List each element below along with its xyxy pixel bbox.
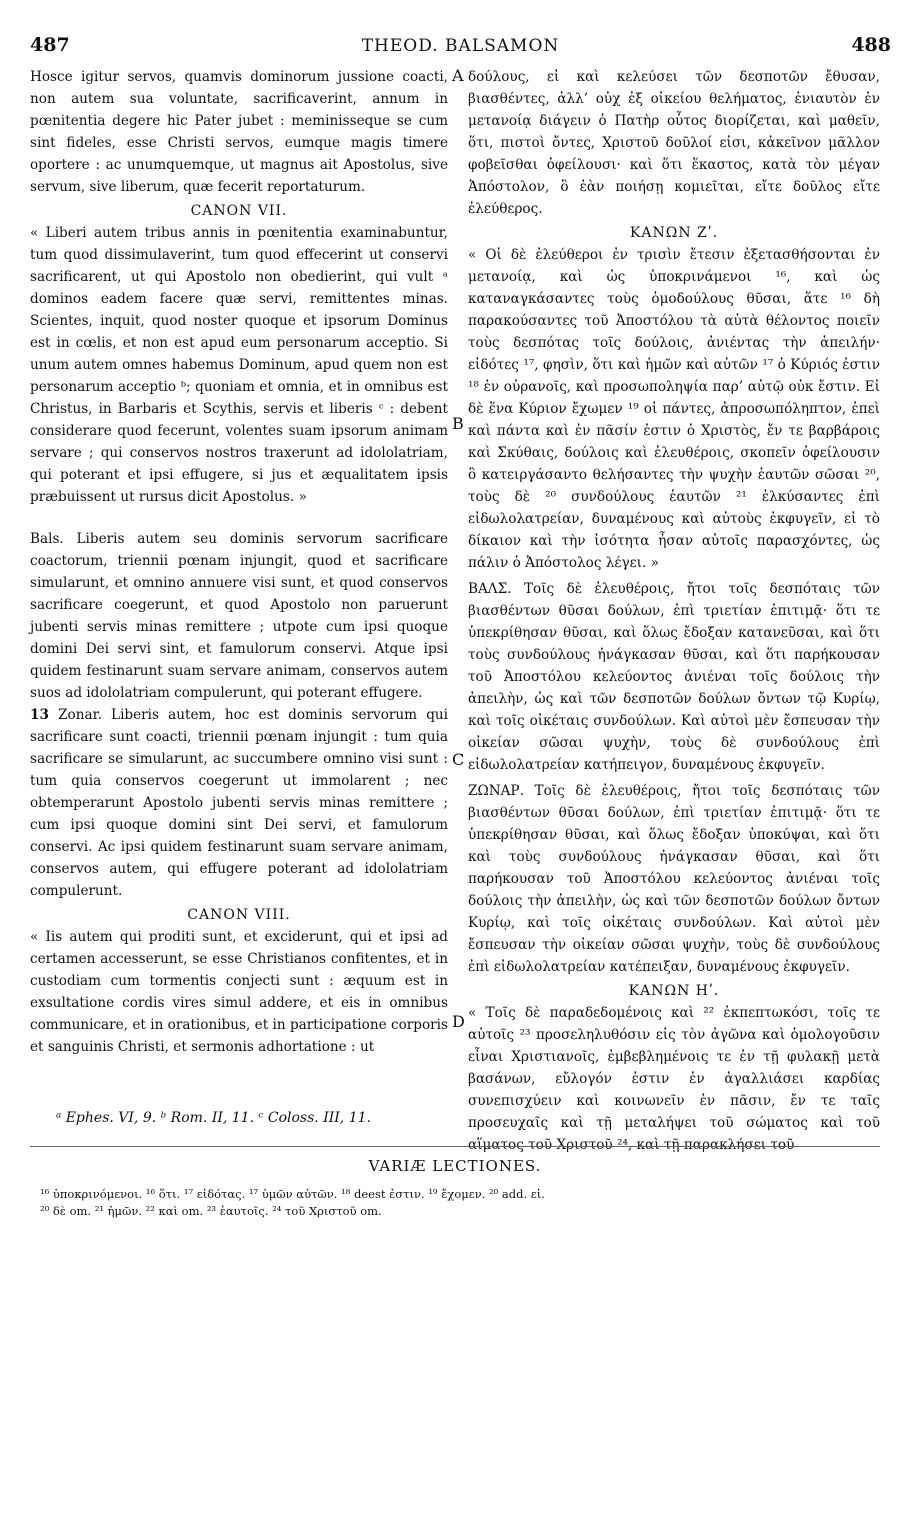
- latin-intro: Hosce igitur servos, quamvis dominorum jussione coacti, non autem sua voluntate, sacrificaverint, annum in pœnitentia degere hic Pater jubet : meminisseque se cum sint fideles, esse Christi servos, eumque magis timere oportere : ac unumquemque, ut magnus ait Apostolus, sive servum, sive liberum, quæ fecerit reportaturum.: [30, 69, 448, 195]
- variae-lines: [40, 1186, 880, 1220]
- greek-canon8-heading: ΚΑΝΩΝ Ηʹ.: [628, 983, 720, 999]
- greek-canon8-text: « Τοῖς δὲ παραδεδομένοις καὶ ²² ἐκπεπτωκόσι, τοῖς τε αὐτοῖς ²³ προσεληλυθόσιν εἰς τὸν ἀγῶνα καὶ ὁμολογοῦσιν εἶναι Χριστιανοῖς, ἐμβεβλημένοις τε ἐν τῇ φυλακῇ μετὰ βασάνων, εὔλογόν ἐστιν ἐν ἀγαλλιάσει καρδίας συνεπισχύειν καὶ κοινωνεῖν ἐν πᾶσιν, ἔν τε ταῖς προσευχαῖς καὶ τῇ μεταλήψει τοῦ σώματος καὶ τοῦ αἵματος τοῦ Χριστοῦ ²⁴, καὶ τῇ παρακλήσει τοῦ: [468, 1005, 880, 1153]
- greek-canon7-text: « Οἱ δὲ ἐλεύθεροι ἐν τρισὶν ἔτεσιν ἐξετασθήσονται ἐν μετανοίᾳ, καὶ ὡς ὑποκρινάμενοι ¹⁶, καὶ ὡς καταναγκάσαντες τοὺς ὁμοδούλους θῦσαι, ἅτε ¹⁶ δὴ παρακούσαντες τοῦ Ἀποστόλου τὰ αὐτὰ θέλοντος ποιεῖν τοὺς δεσπότας τοῖς δούλοις, ἀνιέντας τὴν ἀπειλήν· εἰδότες ¹⁷, φησὶν, ὅτι καὶ ἡμῶν καὶ αὐτῶν ¹⁷ ὁ Κύριός ἐστιν ¹⁸ ἐν οὐρανοῖς, καὶ προσωποληψία παρ’ αὐτῷ οὐκ ἔστιν. Εἰ δὲ ἕνα Κύριον ἔχωμεν ¹⁹ οἱ πάντες, ἀπροσωπόληπτον, ἐπεὶ καὶ πάντα καὶ ἐν πᾶσίν ἐστιν ὁ Χριστὸς, ἔν τε βαρβάροις καὶ Σκύθαις, δούλοις καὶ ἐλευθέροις, σκοπεῖν ὀφείλουσιν ὃ κατειργάσαντο θελήσαντες τὴν ψυχὴν ἑαυτῶν σῶσαι ²⁰, τοὺς δὲ ²⁰ συνδούλους ἑαυτῶν ²¹ ἑλκύσαντες ἐπὶ εἰδωλολατρείαν, δυναμένους καὶ αὐτοὺς ἐκφυγεῖν, εἰ τὸ δίκαιον καὶ τὴν ἰσότητα ἦσαν αὐτοῖς παρασχόντες, ὡς πάλιν ὁ Ἀπόστολος λέγει. »: [468, 247, 880, 571]
- latin-column: [30, 66, 448, 1058]
- margin-letter-b: B: [452, 414, 464, 433]
- right-page-number: 488: [851, 34, 891, 56]
- greek-canon7-heading: ΚΑΝΩΝ Ζʹ.: [629, 225, 719, 241]
- margin-letter-d: D: [452, 1012, 465, 1031]
- section-number: 13: [30, 707, 49, 723]
- variae-lectiones: [30, 1146, 880, 1175]
- variae-title: VARIÆ LECTIONES.: [30, 1146, 880, 1175]
- variae-line-1: ¹⁶ ὑποκρινόμενοι. ¹⁶ ὅτι. ¹⁷ εἰδότας. ¹⁷ ὑμῶν αὐτῶν. ¹⁸ deest ἐστιν. ¹⁹ ἔχομεν. ²⁰ add. εἰ.: [40, 1187, 545, 1201]
- greek-zonaras-comment: ΖΩΝΑΡ. Τοῖς δὲ ἐλευθέροις, ἤτοι τοῖς δεσπόταις τῶν βιασθέντων θῦσαι δούλων, ἐπὶ τριετίαν ἐπιτιμᾷ· ὅτι τε ὑπεκρίθησαν θῦσαι, καὶ ὅλως ἔδοξαν ὑποκύψαι, καὶ ὅτι καὶ τοὺς συνδούλους ἠνάγκασαν θῦσαι, καὶ ὅτι παρήκουσαν τοῦ Ἀποστόλου κελεύοντος ἀνιέναι τοῖς δούλοις τὴν ἀπειλὴν, ὡς καὶ τῶν δεσποτῶν δούλων ὄντων Κυρίῳ, καὶ τοῖς οἰκέταις συνδούλων. Καὶ αὐτοὶ μὲν ἔσπευσαν τὴν οἰκείαν σῶσαι ψυχὴν, τοὺς δὲ συνδούλους ἐπὶ εἰδωλολατρείαν κατέπειξαν, δυναμένους ἐκφυγεῖν.: [468, 783, 880, 975]
- latin-zonaras-comment: [30, 704, 448, 902]
- running-head: [30, 34, 891, 60]
- greek-balsamon-comment: ΒΑΛΣ. Τοῖς δὲ ἐλευθέροις, ἤτοι τοῖς δεσπόταις τῶν βιασθέντων θῦσαι δούλων, ἐπὶ τριετίαν ἐπιτιμᾷ· ὅτι τε ὑπεκρίθησαν θῦσαι, καὶ ὅλως ἔδοξαν κατανεῦσαι, καὶ ὅτι τοὺς συνδούλους ἠνάγκασαν θῦσαι, καὶ ὅτι παρήκουσαν τοῦ Ἀποστόλου κελεύοντος ἀνιέναι τοῖς δούλοις τὴν ἀπειλὴν, ὡς καὶ τῶν δεσποτῶν δούλων ὄντων τῷ Κυρίῳ, καὶ τοῖς οἰκέταις συνδούλων. Καὶ αὐτοὶ μὲν ἔσπευσαν τὴν οἰκείαν σῶσαι ψυχὴν, τοὺς δὲ συνδούλους ἐπὶ εἰδωλολατρείαν κατήπειγον, δυναμένους ἐκφυγεῖν.: [468, 581, 880, 773]
- running-title: THEOD. BALSAMON: [361, 36, 560, 56]
- latin-balsamon-comment: Bals. Liberis autem seu dominis servorum sacrificare coactorum, triennii pœnam injungit, quod et sacrificare simularunt, et omnino annuere visi sunt, et quod conservos sacrificare coegerunt, et quod Apostolo non paruerunt jubenti servis minas remittere ; utpote cum ipsi quoque domini Dei servi sint, et famulorum conservi. Atque ipsi quidem festinarunt suam servare animam, conservos autem suos ad idololatriam compulerunt, qui poterant effugere.: [30, 531, 448, 701]
- margin-letter-c: C: [452, 750, 465, 769]
- left-page-number: 487: [30, 34, 70, 56]
- greek-intro: δούλους, εἰ καὶ κελεύσει τῶν δεσποτῶν ἔθυσαν, βιασθέντες, ἀλλ’ οὐχ ἐξ οἰκείου θελήματος, ἐνιαυτὸν ἐν μετανοίᾳ διάγειν ὁ Πατὴρ οὗτος διορίζεται, καὶ μαθεῖν, ὅτι, πιστοὶ ὄντες, Χριστοῦ δοῦλοί εἰσι, κἀκεῖνον μᾶλλον φοβεῖσθαι ὀφείλουσι· καὶ ὅτι ἕκαστος, κατὰ τὸν μέγαν Ἀπόστολον, ὃ ἐὰν ποιήσῃ κομιεῖται, εἴτε δοῦλος εἴτε ἐλεύθερος.: [468, 69, 880, 217]
- margin-letter-a: A: [452, 66, 464, 85]
- footnotes: ᵃ Ephes. VI, 9. ᵇ Rom. II, 11. ᶜ Coloss. III, 11.: [56, 1110, 371, 1126]
- latin-canon7-text: « Liberi autem tribus annis in pœnitentia examinabuntur, tum quod dissimulaverint, tum quod effecerint ut conservi sacrificarent, ut qui Apostolo non obedierint, qui vult ᵃ dominos eadem facere quæ servi, remittentes minas. Scientes, inquit, quod noster quoque et ipsorum Dominus est in cœlis, et non est apud eum personarum acceptio. Si unum autem omnes habemus Dominum, apud quem non est personarum acceptio ᵇ; quoniam et omnia, et in omnibus est Christus, in Barbaris et Scythis, servis et liberis ᶜ : debent considerare quod fecerunt, volentes suam ipsorum animam servare ; qui conservos nostros traxerunt ad idololatriam, qui poterant et ipsi effugere, si jus et æqualitatem ipsis præbuissent ut rursus dicit Apostolus. »: [30, 225, 448, 505]
- greek-column: [468, 66, 880, 1156]
- latin-canon8-heading: CANON VIII.: [187, 907, 291, 923]
- latin-canon7-heading: CANON VII.: [190, 203, 288, 219]
- latin-canon8-text: « Iis autem qui proditi sunt, et exciderunt, qui et ipsi ad certamen accesserunt, se esse Christianos confitentes, et in custodiam cum tormentis conjecti sunt : æquum est in exsultatione cordis vires simul addere, et eis in omnibus communicare, et in orationibus, et in participatione corporis et sanguinis Christi, et sermonis adhortatione : ut: [30, 929, 448, 1055]
- latin-zonaras-text: Zonar. Liberis autem, hoc est dominis servorum qui sacrificare sunt coacti, triennii pœnam injungit : tum quia sacrificare se simularunt, ac succumbere omnino visi sunt : tum quia conservos coegerunt ut immolarent ; nec obtemperarunt Apostolo jubenti servis minas remittere ; cum ipsi quoque domini sint Dei servi, et famulorum conservi. Ac ipsi quidem festinarunt suam servare animam, conservos autem, qui effugere poterant ad idololatriam compulerunt.: [30, 707, 448, 899]
- variae-line-2: ²⁰ δὲ om. ²¹ ἡμῶν. ²² καὶ om. ²³ ἑαυτοῖς. ²⁴ τοῦ Χριστοῦ om.: [40, 1204, 382, 1218]
